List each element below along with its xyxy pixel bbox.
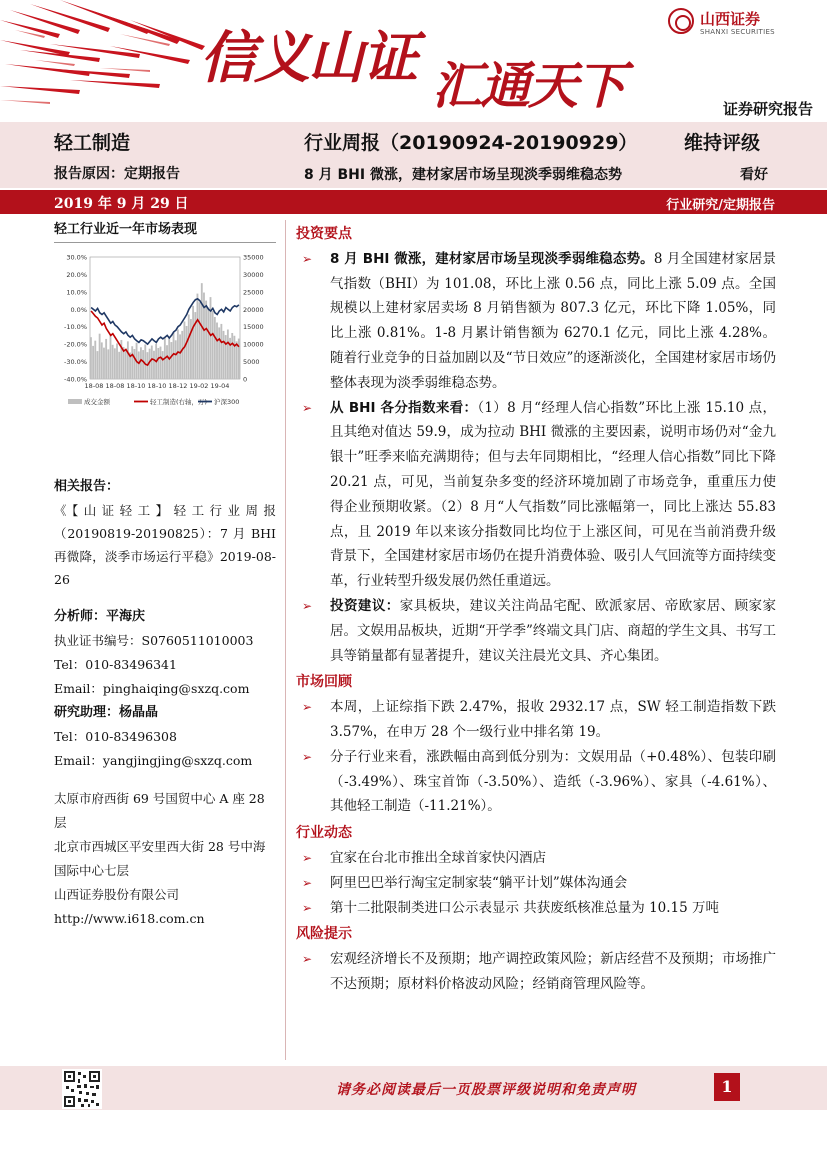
highlight-subindex — [296, 396, 776, 594]
x-tick-label: 18-10 — [147, 382, 167, 390]
arrow-bullet-icon: ➢ — [302, 900, 313, 915]
legend-label: 沪深300 — [214, 398, 240, 406]
address-info — [54, 787, 276, 931]
volume-bar — [114, 348, 116, 379]
volume-bar — [175, 340, 177, 379]
slogan-right: 汇通天下 — [432, 56, 624, 115]
x-tick-label: 18-08 — [84, 382, 104, 390]
y-left-tick-label: -40.0% — [64, 375, 87, 384]
industry-news-text: 阿里巴巴举行淘宝定制家装“躺平计划”媒体沟通会 — [330, 874, 628, 891]
y-right-tick-label: 5000 — [243, 358, 260, 367]
report-headline: 8 月 BHI 微涨，建材家居市场呈现淡季弱维稳态势 — [304, 167, 622, 183]
volume-bar — [94, 341, 96, 379]
report-title: 行业周报（20190924-20190929） — [304, 132, 638, 154]
arrow-bullet-icon: ➢ — [302, 251, 313, 266]
assistant-tel: Tel：010-83496308 — [54, 729, 177, 744]
highlight-advice — [296, 594, 776, 668]
industry-news-text: 宜家在台北市推出全球首家快闪酒店 — [330, 849, 546, 866]
section-title-risk: 风险提示 — [296, 926, 352, 943]
assistant-email: Email：yangjingjing@sxzq.com — [54, 753, 253, 768]
logo-chinese-name: 山西证券 — [700, 10, 761, 28]
assistant-label: 研究助理：杨晶晶 — [54, 705, 159, 720]
industry-news-text: 第十二批限制类进口公示表显示 共获废纸核准总量为 10.15 万吨 — [330, 899, 720, 916]
arrow-bullet-icon: ➢ — [302, 700, 313, 715]
volume-bar — [127, 341, 129, 379]
footer-disclaimer: 请务必阅读最后一页股票评级说明和免责声明 — [336, 1082, 636, 1098]
volume-bar — [140, 347, 142, 379]
rating-status: 维持评级 — [684, 132, 761, 154]
related-reports — [54, 475, 276, 591]
volume-bar — [97, 351, 99, 379]
industry-news-item — [296, 896, 776, 921]
y-right-tick-label: 35000 — [243, 253, 264, 262]
market-review-item — [296, 745, 776, 819]
volume-bar — [133, 349, 135, 379]
chart-title: 轻工行业近一年市场表现 — [54, 220, 276, 243]
page-number: 1 — [714, 1073, 740, 1101]
analyst-email: Email：pinghaiqing@sxzq.com — [54, 681, 250, 696]
legend-swatch — [68, 399, 82, 404]
volume-bar — [177, 330, 179, 379]
volume-bar — [225, 335, 227, 379]
y-left-tick-label: -20.0% — [64, 340, 87, 349]
industry-name: 轻工制造 — [54, 132, 131, 154]
column-divider — [285, 220, 286, 1060]
section-title-market-review: 市场回顾 — [296, 674, 352, 691]
volume-bar — [183, 321, 185, 379]
arrow-bullet-icon: ➢ — [302, 952, 313, 967]
volume-bar — [207, 308, 209, 379]
report-reason: 报告原因：定期报告 — [54, 166, 180, 182]
highlight-bhi-lead: 8 月 BHI 微涨，建材家居市场呈现淡季弱维稳态势。 — [330, 250, 654, 267]
decorative-streaks — [0, 0, 230, 122]
rating-outlook: 看好 — [740, 167, 768, 183]
volume-bar — [179, 334, 181, 379]
section-title-highlights: 投资要点 — [296, 226, 352, 242]
volume-bar — [192, 306, 194, 379]
volume-bar — [153, 351, 155, 379]
volume-bar — [214, 317, 216, 379]
analyst-tel: Tel：010-83496341 — [54, 657, 177, 672]
volume-bar — [220, 324, 222, 379]
address-beijing: 北京市西城区平安里西大街 28 号中海国际中心七层 — [54, 839, 266, 878]
volume-bar — [103, 348, 105, 379]
volume-bar — [218, 327, 220, 379]
risk-text: 宏观经济增长不及预期；地产调控政策风险；新店经营不及预期；市场推广不达预期；原材料价格波动风险；经销商管理风险等。 — [330, 951, 776, 992]
report-date: 2019 年 9 月 29 日 — [54, 196, 189, 212]
volume-bar — [144, 344, 146, 379]
y-right-tick-label: 25000 — [243, 288, 264, 297]
volume-bar — [162, 351, 164, 379]
legend-label: 成交金额 — [84, 398, 110, 406]
y-left-tick-label: -30.0% — [64, 358, 87, 367]
volume-bar — [101, 342, 103, 379]
arrow-bullet-icon: ➢ — [302, 400, 313, 415]
volume-bar — [151, 346, 153, 379]
risk-item — [296, 947, 776, 997]
industry-news-item — [296, 846, 776, 871]
volume-bar — [216, 323, 218, 379]
arrow-bullet-icon: ➢ — [302, 598, 313, 613]
x-tick-label: 19-04 — [210, 382, 230, 390]
analyst-cert: 执业证书编号：S0760511010003 — [54, 633, 254, 648]
qr-code-icon — [62, 1069, 102, 1109]
highlight-subindex-lead: 从 BHI 各分指数来看： — [330, 399, 478, 416]
section-title-industry-news: 行业动态 — [296, 825, 352, 842]
volume-bar — [231, 333, 233, 379]
volume-bar — [125, 350, 127, 379]
logo-mark-icon — [668, 8, 694, 34]
volume-bar — [105, 339, 107, 379]
x-tick-label: 18-10 — [126, 382, 146, 390]
address-taiyuan: 太原市府西街 69 号国贸中心 A 座 28 层 — [54, 791, 265, 830]
related-label: 相关报告： — [54, 479, 120, 494]
highlight-bhi — [296, 247, 776, 396]
volume-bar — [118, 352, 120, 379]
volume-bar — [205, 301, 207, 379]
y-left-tick-label: 20.0% — [66, 270, 87, 279]
market-performance-chart — [54, 247, 276, 415]
volume-bar — [223, 331, 225, 379]
highlight-advice-lead: 投资建议： — [330, 597, 400, 614]
volume-bar — [181, 331, 183, 379]
legend-label: 轻工制造(右轴，万) — [150, 398, 208, 406]
volume-bar — [142, 350, 144, 379]
y-right-tick-label: 30000 — [243, 270, 264, 279]
volume-bar — [236, 341, 238, 379]
volume-bar — [92, 346, 94, 379]
arrow-bullet-icon: ➢ — [302, 850, 313, 865]
volume-bar — [166, 345, 168, 379]
market-review-item — [296, 695, 776, 745]
x-tick-label: 19-02 — [189, 382, 209, 390]
report-type: 证券研究报告 — [722, 100, 813, 118]
volume-bar — [227, 330, 229, 379]
header-banner — [0, 0, 827, 122]
volume-bar — [116, 343, 118, 379]
company-name: 山西证券股份有限公司 — [54, 887, 180, 902]
volume-bar — [131, 346, 133, 379]
volume-bar — [233, 336, 235, 379]
highlight-bhi-body: 8 月全国建材家居景气指数（BHI）为 101.08，环比上涨 0.56 点，同比上涨 5.09 点。全国规模以上建材家居卖场 8 月销售额为 807.3 亿元，环比下降 1.05%，同比上涨 0.81%。1-8 月累计销售额为 6270.1 亿元，同比上涨 4.28%。随着行业竞争的日益加剧以及“节日效应”的逐渐淡化，全国建材家居市场仍整体表现为淡季弱维稳态势。 — [330, 250, 776, 391]
volume-bar — [157, 348, 159, 379]
arrow-bullet-icon: ➢ — [302, 749, 313, 764]
volume-bar — [170, 342, 172, 379]
volume-bar — [112, 345, 114, 379]
volume-bar — [186, 326, 188, 379]
volume-bar — [138, 351, 140, 379]
y-left-tick-label: -10.0% — [64, 323, 87, 332]
logo-english-name: SHANXI SECURITIES — [700, 28, 775, 36]
volume-bar — [107, 349, 109, 379]
volume-bar — [199, 302, 201, 379]
industry-news-item — [296, 871, 776, 896]
market-review-text: 本周，上证综指下跌 2.47%，报收 2932.17 点，SW 轻工制造指数下跌 3.57%，在申万 28 个一级行业中排名第 19。 — [330, 699, 776, 740]
volume-bar — [160, 347, 162, 379]
related-report-text: 《【山证轻工】轻工行业周报（20190819-20190825）：7 月 BHI 再微降，淡季市场运行平稳》2019-08-26 — [54, 503, 276, 587]
x-tick-label: 18-08 — [105, 382, 125, 390]
volume-bar — [197, 294, 199, 379]
analyst-info — [54, 605, 276, 773]
volume-bar — [110, 335, 112, 379]
y-right-tick-label: 15000 — [243, 323, 264, 332]
arrow-bullet-icon: ➢ — [302, 875, 313, 890]
main-content — [296, 220, 776, 997]
volume-bar — [212, 311, 214, 379]
highlight-advice-body: 家具板块，建议关注尚品宅配、欧派家居、帝欧家居、顾家家居。文娱用品板块，近期“开学季”终端文具门店、商超的学生文具、书写工具等销量都有显著提升，建议关注晨光文具、齐心集团。 — [330, 597, 777, 664]
analyst-label: 分析师：平海庆 — [54, 609, 146, 624]
y-left-tick-label: 10.0% — [66, 288, 87, 297]
slogan-left: 信义山证 — [200, 25, 416, 91]
volume-bar — [90, 337, 92, 379]
y-right-tick-label: 20000 — [243, 305, 264, 314]
y-left-tick-label: 0.0% — [70, 305, 87, 314]
volume-bar — [190, 319, 192, 379]
report-category: 行业研究/定期报告 — [666, 198, 775, 213]
volume-bar — [188, 315, 190, 379]
company-logo — [668, 6, 818, 42]
company-website[interactable]: http://www.i618.com.cn — [54, 911, 205, 926]
volume-bar — [99, 334, 101, 379]
market-review-text: 分子行业来看，涨跌幅由高到低分别为：文娱用品（+0.48%）、包装印刷（-3.49%）、珠宝首饰（-3.50%）、造纸（-3.96%）、家具（-4.61%）、其他轻工制造（-11.21%）。 — [330, 748, 776, 815]
x-tick-label: 18-12 — [168, 382, 188, 390]
y-left-tick-label: 30.0% — [66, 253, 87, 262]
y-right-tick-label: 10000 — [243, 340, 264, 349]
volume-bar — [201, 283, 203, 379]
highlight-subindex-body: （1）8 月“经理人信心指数”环比上涨 15.10 点，且其绝对值达 59.9，成为拉动 BHI 微涨的主要因素，说明市场仍对“金九银十”旺季来临充满期待；但与去年同期相比，“经理人信心指数”同比下降 20.21 点，可见，当前复杂多变的经济环境加剧了市场竞争，重重压力使得企业预期收紧。（2）8 月“人气指数”同比涨幅第一，同比上涨达 55.83 点，且 2019 年以来该分指数同比均位于上涨区间，可见在当前消费升级背景下，全国建材家居市场仍在提升消费体验、吸引人气回流等方面持续变革，行业转型升级发展仍然任重道远。 — [330, 399, 776, 590]
y-right-tick-label: 0 — [243, 375, 248, 384]
sidebar — [54, 220, 276, 931]
